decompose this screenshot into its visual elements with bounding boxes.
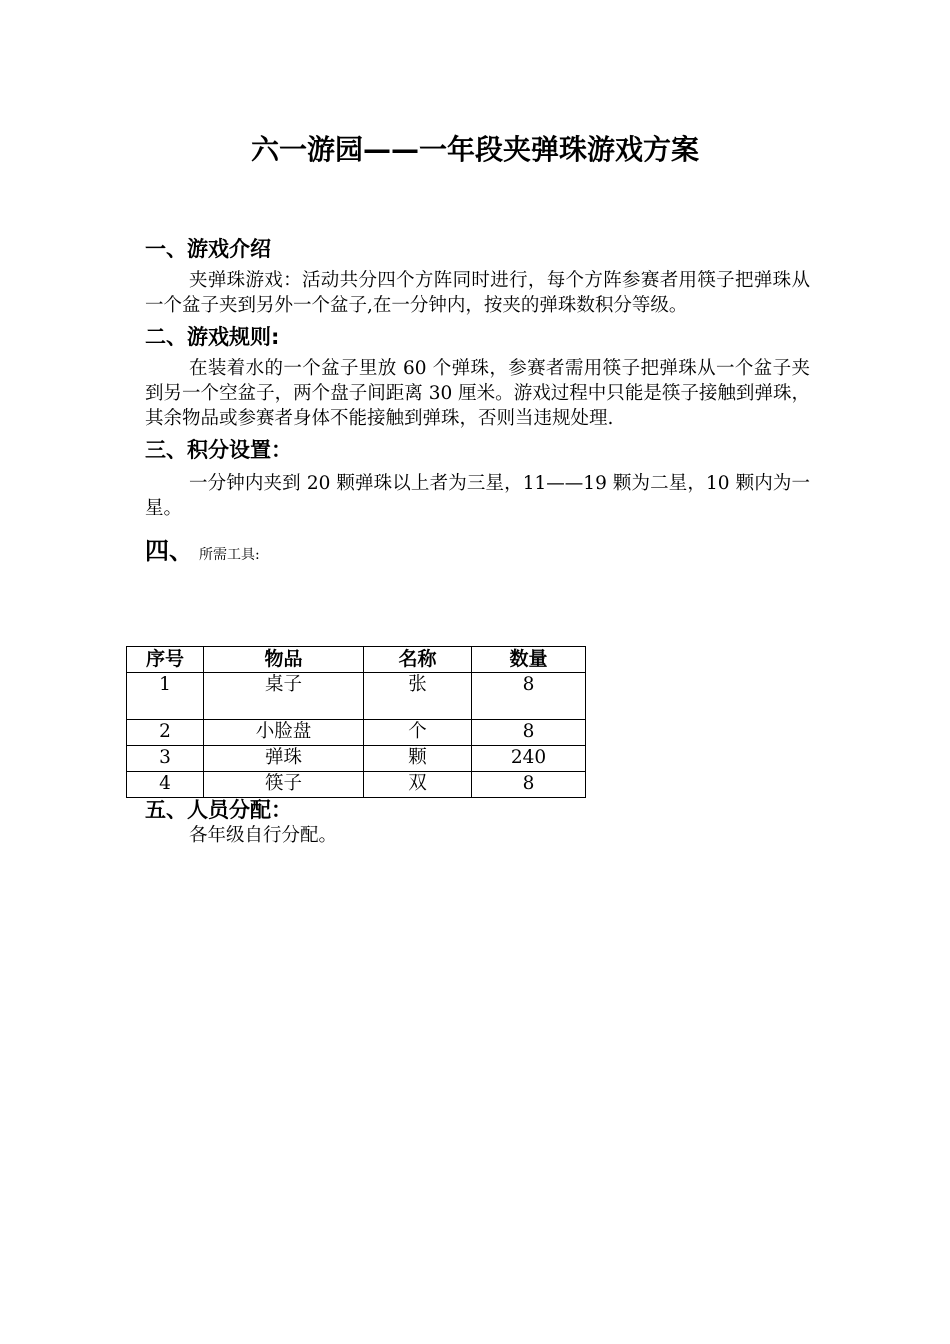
table-cell: 1 (127, 673, 204, 720)
table-cell: 3 (127, 746, 204, 772)
section4-number: 四、 (145, 537, 193, 565)
table-header-cell: 序号 (127, 647, 204, 673)
document-title: 六一游园——一年段夹弹珠游戏方案 (250, 133, 699, 166)
table-cell: 颗 (364, 746, 472, 772)
section1-body: 夹弹珠游戏：活动共分四个方阵同时进行，每个方阵参赛者用筷子把弹珠从一个盆子夹到另外一个盆子,在一分钟内，按夹的弹珠数积分等级。 (145, 270, 810, 316)
table-cell: 2 (127, 720, 204, 746)
section5-body: 各年级自行分配。 (189, 825, 338, 846)
section1-heading: 一、游戏介绍 (145, 237, 271, 261)
section4-label: 所需工具: (199, 547, 260, 563)
table-header-cell: 名称 (364, 647, 472, 673)
table-header-cell: 数量 (472, 647, 586, 673)
table-cell: 8 (472, 720, 586, 746)
section4-heading (145, 531, 810, 565)
section5 (145, 797, 337, 848)
table-header-row (127, 647, 586, 673)
table-row (127, 746, 586, 772)
table-cell: 4 (127, 772, 204, 798)
section3-body: 一分钟内夹到 20 颗弹珠以上者为三星，11——19 颗为二星，10 颗内为一星。 (145, 473, 810, 519)
table-row (127, 673, 586, 720)
table-cell: 桌子 (204, 673, 364, 720)
table-row (127, 772, 586, 798)
section2-heading: 二、游戏规则: (145, 325, 280, 349)
table-cell: 弹珠 (204, 746, 364, 772)
section5-heading: 五、人员分配： (145, 798, 292, 822)
table-cell: 小脸盘 (204, 720, 364, 746)
table-cell: 240 (472, 746, 586, 772)
tools-table (126, 646, 586, 798)
table-cell: 筷子 (204, 772, 364, 798)
section3-heading: 三、积分设置： (145, 438, 292, 462)
section2-body: 在装着水的一个盆子里放 60 个弹珠，参赛者需用筷子把弹珠从一个盆子夹到另一个空盆子，两个盘子间距离 30 厘米。游戏过程中只能是筷子接触到弹珠，其余物品或参赛者身体不能接触到弹珠，否则当违规处理. (145, 358, 810, 429)
document-body (145, 234, 810, 565)
table-row (127, 720, 586, 746)
table-header-cell: 物品 (204, 647, 364, 673)
table-cell: 双 (364, 772, 472, 798)
table-cell: 8 (472, 673, 586, 720)
table-cell: 张 (364, 673, 472, 720)
table-cell: 个 (364, 720, 472, 746)
table-cell: 8 (472, 772, 586, 798)
